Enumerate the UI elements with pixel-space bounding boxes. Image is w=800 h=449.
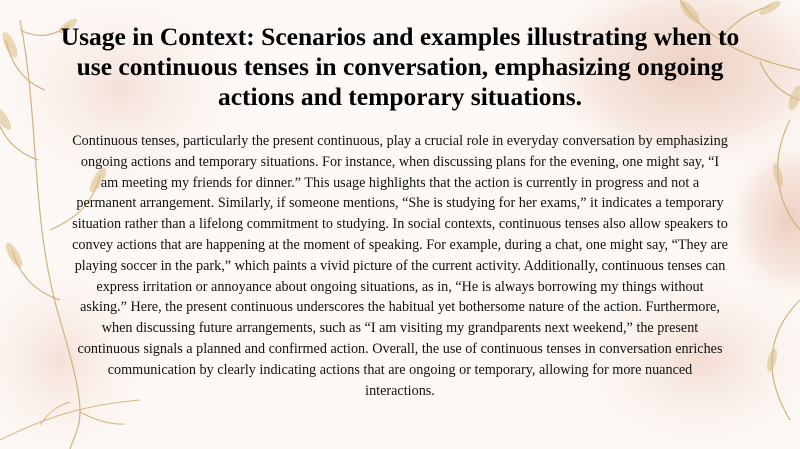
slide-title: Usage in Context: Scenarios and examples illustrating when to use continuous tenses in conversation, emphasizing ongoing actions and temporary situations.	[60, 22, 740, 111]
slide-body-paragraph: Continuous tenses, particularly the present continuous, play a crucial role in everyday conversation by emphasizing ongoing actions and temporary situations. For instance, when discussing plans for the evening, one might say, “I am meeting my friends for dinner.” This usage highlights that the action is currently in progress and not a permanent arrangement. Similarly, if someone mentions, “She is studying for her exams,” it indicates a temporary situation rather than a lifelong commitment to studying. In social contexts, continuous tenses also allow speakers to convey actions that are happening at the moment of speaking. For example, during a chat, one might say, “They are playing soccer in the park,” which paints a vivid picture of the current activity. Additionally, continuous tenses can express irritation or annoyance about ongoing situations, as in, “He is always borrowing my things without asking.” Here, the present continuous underscores the habitual yet bothersome nature of the action. Furthermore, when discussing future arrangements, such as “I am visiting my grandparents next weekend,” the present continuous signals a planned and confirmed action. Overall, the use of continuous tenses in conversation enriches communication by clearly indicating actions that are ongoing or temporary, allowing for more nuanced interactions.	[72, 133, 728, 399]
